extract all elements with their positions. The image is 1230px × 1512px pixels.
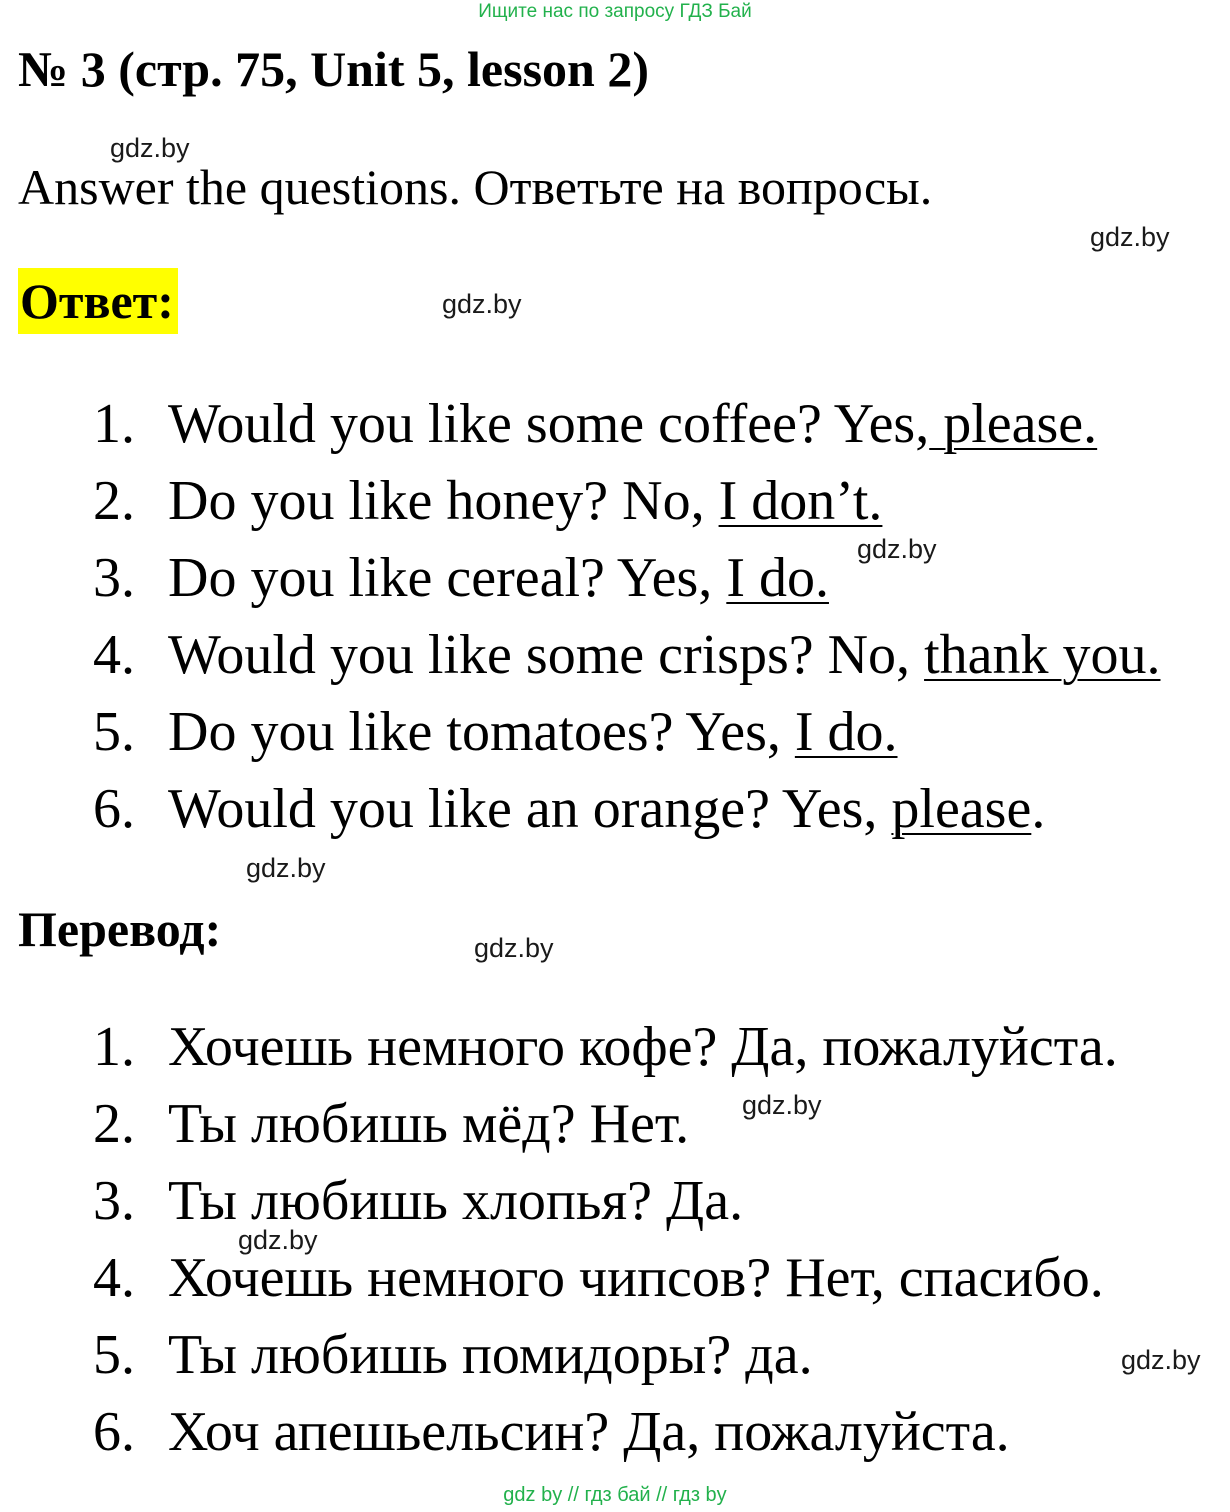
item-number: 6. — [93, 1401, 135, 1463]
item-text — [168, 623, 1160, 687]
question-text: Do you like tomatoes? Yes, — [168, 701, 795, 763]
item-number: 1. — [93, 393, 135, 455]
watermark: gdz.by — [246, 853, 326, 883]
watermark: gdz.by — [238, 1225, 318, 1255]
watermark: gdz.by — [742, 1090, 822, 1120]
item-text: Ты любишь помидоры? да. — [168, 1324, 813, 1386]
watermark: gdz.by — [442, 289, 522, 319]
answer-label: Ответ: — [18, 268, 178, 334]
question-text: Would you like some crisps? No, — [168, 624, 925, 686]
item-number: 3. — [93, 1170, 135, 1232]
item-text — [168, 546, 829, 610]
item-text: Хоч апешьельсин? Да, пожалуйста. — [168, 1401, 1010, 1463]
item-number: 4. — [93, 1247, 135, 1309]
page-title: № 3 (стр. 75, Unit 5, lesson 2) — [18, 41, 649, 97]
answer-text: please — [891, 778, 1032, 840]
item-number: 2. — [93, 1093, 135, 1155]
item-text: Ты любишь хлопья? Да. — [168, 1170, 744, 1232]
item-text — [168, 469, 882, 533]
answer-text: I do. — [794, 701, 898, 763]
translation-label: Перевод: — [18, 901, 222, 957]
question-text: Would you like an orange? Yes, — [168, 778, 892, 840]
item-number: 6. — [93, 778, 135, 840]
item-text — [168, 700, 898, 764]
item-text: Хочешь немного чипсов? Нет, спасибо. — [168, 1247, 1104, 1309]
item-text — [168, 392, 1097, 456]
item-number: 5. — [93, 701, 135, 763]
item-number: 1. — [93, 1016, 135, 1078]
answer-text: thank you. — [924, 624, 1161, 686]
item-number: 2. — [93, 470, 135, 532]
top-banner: Ищите нас по запросу ГДЗ Бай — [478, 1, 752, 22]
answer-text: I do. — [726, 547, 829, 609]
watermark: gdz.by — [1090, 222, 1170, 252]
question-text: Do you like honey? No, — [168, 470, 719, 532]
answer-tail: . — [1031, 778, 1046, 840]
watermark: gdz.by — [110, 133, 190, 163]
item-text — [168, 777, 1045, 841]
watermark: gdz.by — [474, 933, 554, 963]
item-text: Ты любишь мёд? Нет. — [168, 1093, 690, 1155]
answer-text: please. — [929, 393, 1098, 455]
footer-watermark: gdz by // гдз бай // гдз by — [503, 1484, 727, 1506]
item-number: 3. — [93, 547, 135, 609]
instruction: Answer the questions. Ответьте на вопросы. — [18, 159, 933, 215]
item-text: Хочешь немного кофе? Да, пожалуйста. — [168, 1016, 1118, 1078]
watermark: gdz.by — [857, 534, 937, 564]
question-text: Would you like some coffee? Yes, — [168, 393, 930, 455]
question-text: Do you like cereal? Yes, — [168, 547, 727, 609]
answer-text: I don’t. — [718, 470, 883, 532]
item-number: 5. — [93, 1324, 135, 1386]
item-number: 4. — [93, 624, 135, 686]
watermark: gdz.by — [1121, 1345, 1201, 1375]
